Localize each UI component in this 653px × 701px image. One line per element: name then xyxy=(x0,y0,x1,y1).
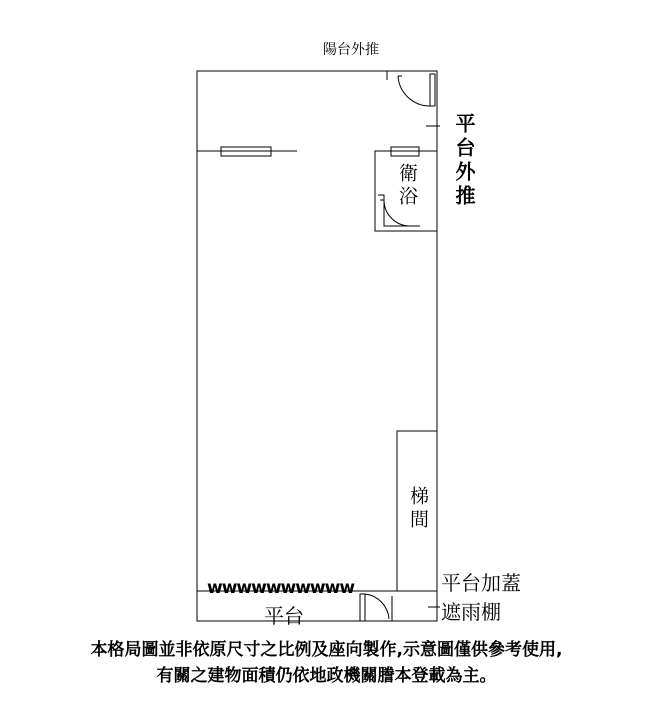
top-door-leaf xyxy=(430,74,435,106)
bottom-door-arc xyxy=(365,594,389,619)
disclaimer-line-2: 有關之建物面積仍依地政機關謄本登載為主。 xyxy=(156,666,497,686)
label-balcony-extension: 陽台外推 xyxy=(323,42,379,58)
outer-wall xyxy=(197,71,437,621)
label-stairwell: 梯間 xyxy=(407,486,429,532)
label-platform-extension: 平台外推 xyxy=(452,113,476,209)
label-bathroom: 衛浴 xyxy=(396,163,418,209)
disclaimer-line-1: 本格局圖並非依原尺寸之比例及座向製作,示意圖僅供參考使用, xyxy=(90,640,563,660)
label-platform-addition: 平台加蓋 xyxy=(441,571,521,595)
label-canopy: 遮雨棚 xyxy=(441,600,501,624)
bottom-door-leaf xyxy=(360,594,365,621)
top-door-arc xyxy=(398,76,430,106)
railing-pattern: wwwwwwwwww xyxy=(207,578,355,598)
label-platform: 平台 xyxy=(264,604,304,628)
